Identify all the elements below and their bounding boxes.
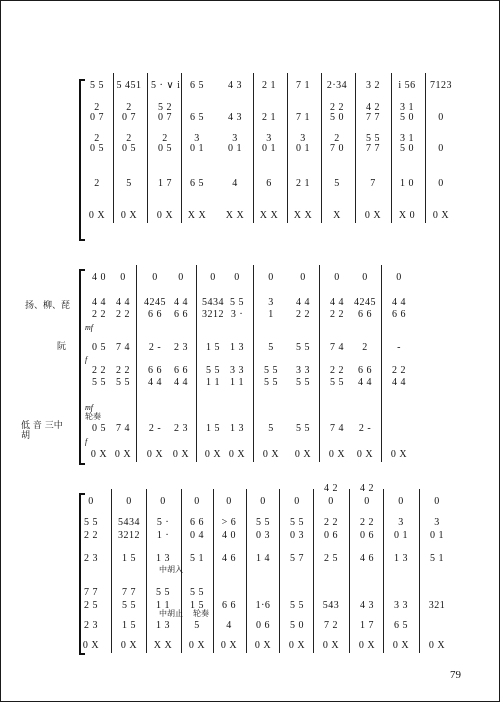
notation-cell: 0 X — [188, 640, 206, 651]
notation-cell: 0 X — [358, 640, 376, 651]
notation-cell: 0 — [152, 272, 158, 283]
notation-cell: 2 2 — [84, 530, 98, 541]
notation-cell: 0 X — [328, 449, 346, 460]
notation-upper-cell: 3 — [268, 297, 274, 308]
notation-cell: 2 - — [148, 423, 162, 434]
notation-cell: X X — [187, 210, 207, 221]
notation-upper-cell: 7 7 — [84, 587, 98, 598]
notation-cell: 6 5 — [190, 80, 204, 91]
notation-cell: 6 6 — [392, 309, 406, 320]
notation-cell: 1 1 — [230, 377, 244, 388]
notation-upper-cell: 3 — [434, 517, 440, 528]
bar-line — [111, 489, 112, 653]
dynamic-f: f — [85, 437, 88, 446]
notation-cell: 6 5 — [394, 620, 408, 631]
notation-cell: 0 — [398, 496, 404, 507]
notation-cell: 0 5 — [122, 143, 136, 154]
notation-upper-cell: 3 3 — [296, 365, 310, 376]
notation-cell: X X — [153, 640, 173, 651]
notation-upper-cell: 5 5 — [84, 517, 98, 528]
notation-cell: 5 — [194, 620, 200, 631]
notation-cell: 4 4 — [392, 377, 406, 388]
notation-cell: 6 6 — [222, 600, 236, 611]
notation-cell: 0 1 — [394, 530, 408, 541]
notation-cell: 0 — [334, 272, 340, 283]
notation-upper-cell: 4 4 — [174, 297, 188, 308]
notation-cell: 5 — [334, 178, 340, 189]
notation-cell: 5 — [126, 178, 132, 189]
notation-upper-cell: 2 — [126, 102, 132, 113]
notation-cell: 7 4 — [330, 342, 344, 353]
notation-cell: 1 3 — [230, 342, 244, 353]
notation-cell: 0 3 — [256, 530, 270, 541]
score-system-3 — [1, 1, 500, 661]
performance-note-zhonghu-in: 中胡入 — [159, 565, 183, 574]
notation-upper-cell: 5 5 — [264, 365, 278, 376]
notation-cell: 0 X — [82, 640, 100, 651]
notation-cell: 2 2 — [330, 309, 344, 320]
notation-upper-cell: 4 4 — [392, 297, 406, 308]
bar-line — [349, 489, 350, 653]
notation-cell: 0 — [434, 496, 440, 507]
notation-cell: 2 3 — [174, 423, 188, 434]
notation-cell: 5 5 — [296, 342, 310, 353]
notation-cell: 0 X — [146, 449, 164, 460]
notation-cell: 543 — [322, 600, 340, 611]
notation-upper-cell: 5 · — [156, 517, 170, 528]
notation-cell: 0 X — [364, 210, 382, 221]
notation-cell: 0 X — [294, 449, 312, 460]
notation-cell: 5 7 — [290, 553, 304, 564]
notation-cell: 2·34 — [326, 80, 348, 91]
performance-note-zhonghu-out: 中胡止 — [159, 609, 183, 618]
notation-cell: 0 — [226, 496, 232, 507]
notation-upper-cell: 7 7 — [122, 587, 136, 598]
notation-cell: 0 X — [220, 640, 238, 651]
notation-cell: 0 X — [392, 640, 410, 651]
notation-cell: 0 — [328, 496, 334, 507]
notation-cell: 0 7 — [90, 112, 104, 123]
notation-upper-cell: 2 — [94, 133, 100, 144]
notation-cell: 3 · — [230, 309, 244, 320]
notation-cell: 1 — [268, 309, 274, 320]
notation-upper-cell: 3 — [232, 133, 238, 144]
notation-upper-cell: 2 2 — [330, 365, 344, 376]
notation-cell: 0 6 — [360, 530, 374, 541]
notation-cell: 6 6 — [148, 309, 162, 320]
bar-line — [313, 489, 314, 653]
notation-cell: 2 3 — [84, 620, 98, 631]
notation-upper-cell: 3 — [398, 517, 404, 528]
notation-cell: 5 · ∨ i — [151, 80, 181, 91]
notation-cell: 321 — [428, 600, 446, 611]
notation-upper-cell: 6 6 — [148, 365, 162, 376]
notation-cell: 0 X — [254, 640, 272, 651]
notation-upper-cell: 3 — [266, 133, 272, 144]
notation-cell: X X — [225, 210, 245, 221]
dynamic-mf: mf — [85, 323, 93, 332]
performance-note-tremolo: 轮奏 — [193, 609, 209, 618]
performance-note-tremolo: 轮奏 — [85, 412, 101, 421]
notation-cell: 6 6 — [174, 309, 188, 320]
notation-cell: 5 — [268, 342, 274, 353]
notation-cell: 5 5 — [296, 423, 310, 434]
notation-upper-cell: > 6 — [221, 517, 237, 528]
notation-cell: 3 2 — [366, 80, 380, 91]
notation-upper-cell: 2 2 — [330, 102, 344, 113]
notation-upper-cell: 2 2 — [92, 365, 106, 376]
notation-cell: 0 — [300, 272, 306, 283]
notation-cell: 0 — [260, 496, 266, 507]
notation-cell: 0 X — [88, 210, 106, 221]
notation-upper-cell: 6 6 — [174, 365, 188, 376]
notation-cell: 7 7 — [366, 112, 380, 123]
notation-cell: 0 X — [120, 640, 138, 651]
notation-cell: 5 451 — [116, 80, 142, 91]
notation-upper-cell: 4245 — [144, 297, 166, 308]
notation-upper-cell: 3 3 — [230, 365, 244, 376]
notation-upper-cell: 3 1 — [400, 133, 414, 144]
notation-upper-cell: 5 5 — [290, 517, 304, 528]
notation-cell: 5 5 — [122, 600, 136, 611]
notation-upper-cell: 2 — [94, 102, 100, 113]
notation-cell: 5 0 — [400, 112, 414, 123]
dynamic-mf: mf — [85, 403, 93, 412]
notation-cell: 0 X — [428, 640, 446, 651]
notation-cell: 1 0 — [400, 178, 414, 189]
notation-cell: 0 X — [120, 210, 138, 221]
notation-upper-cell: 5 5 — [156, 587, 170, 598]
notation-cell: 0 1 — [430, 530, 444, 541]
notation-cell: 7 4 — [116, 342, 130, 353]
notation-upper-cell: 4 4 — [92, 297, 106, 308]
notation-cell: X X — [259, 210, 279, 221]
notation-cell: 0 X — [356, 449, 374, 460]
notation-cell: 4 3 — [228, 112, 242, 123]
notation-cell: 0 — [438, 178, 444, 189]
notation-cell: 1 5 — [206, 342, 220, 353]
notation-cell: 4 0 — [222, 530, 236, 541]
notation-cell: 0 — [364, 496, 370, 507]
notation-cell: 1 3 — [230, 423, 244, 434]
notation-upper-cell: 3 — [194, 133, 200, 144]
notation-upper-cell: 2 2 — [324, 517, 338, 528]
notation-cell: 0 X — [90, 449, 108, 460]
notation-cell: 1 7 — [360, 620, 374, 631]
notation-cell: 5 5 — [264, 377, 278, 388]
notation-cell: 7 — [370, 178, 376, 189]
notation-cell: X X — [293, 210, 313, 221]
notation-upper-cell: 5434 — [118, 517, 140, 528]
notation-cell: 1·6 — [255, 600, 271, 611]
notation-cell: 2 2 — [92, 309, 106, 320]
notation-cell: 4 0 — [92, 272, 106, 283]
notation-cell: 2 - — [148, 342, 162, 353]
notation-cell: 0 X — [156, 210, 174, 221]
notation-cell: 7 7 — [366, 143, 380, 154]
notation-cell: 0 — [234, 272, 240, 283]
notation-cell: 0 X — [432, 210, 450, 221]
page-number: 79 — [450, 669, 461, 681]
notation-cell: 0 1 — [262, 143, 276, 154]
notation-cell: 1 7 — [158, 178, 172, 189]
notation-cell: 0 6 — [256, 620, 270, 631]
notation-cell: 4 6 — [360, 553, 374, 564]
notation-cell: 1 3 — [156, 553, 170, 564]
notation-cell: 2 1 — [262, 80, 276, 91]
notation-cell: 5 0 — [330, 112, 344, 123]
notation-cell: 6 — [266, 178, 272, 189]
dynamic-f: f — [85, 355, 88, 364]
notation-cell: 2 — [362, 342, 368, 353]
notation-cell: 1 4 — [256, 553, 270, 564]
bar-line — [146, 489, 147, 653]
notation-cell: 4 — [232, 178, 238, 189]
notation-cell: 1 5 — [122, 553, 136, 564]
notation-upper-cell: 4 4 — [330, 297, 344, 308]
notation-cell: 0 — [438, 143, 444, 154]
notation-cell: 0 — [120, 272, 126, 283]
notation-cell: 0 — [160, 496, 166, 507]
notation-upper-cell: 4 4 — [116, 297, 130, 308]
notation-cell: 1 · — [156, 530, 170, 541]
notation-upper-cell: 2 — [334, 133, 340, 144]
notation-cell: 6 5 — [190, 112, 204, 123]
notation-upper-cell: 3 1 — [400, 102, 414, 113]
notation-cell: 0 — [438, 112, 444, 123]
notation-cell: 0 X — [288, 640, 306, 651]
notation-cell: 0 — [396, 272, 402, 283]
bar-line — [246, 489, 247, 653]
notation-upper-cell: 2 2 — [116, 365, 130, 376]
notation-cell: 0 X — [262, 449, 280, 460]
notation-cell: 0 4 — [190, 530, 204, 541]
notation-cell: 3212 — [202, 309, 224, 320]
notation-upper-cell: 5 5 — [230, 297, 244, 308]
notation-cell: X 0 — [398, 210, 416, 221]
notation-cell: 5 1 — [190, 553, 204, 564]
notation-cell: - — [397, 342, 401, 353]
notation-cell: 0 X — [390, 449, 408, 460]
notation-cell: 5 5 — [90, 80, 104, 91]
notation-cell: 1 1 — [206, 377, 220, 388]
bar-line — [213, 489, 214, 653]
notation-cell: 1 5 — [122, 620, 136, 631]
notation-cell: 4 4 — [148, 377, 162, 388]
notation-cell: 4 4 — [358, 377, 372, 388]
notation-cell: 2 2 — [116, 309, 130, 320]
notation-cell: 0 — [88, 496, 94, 507]
notation-cell: 0 7 — [158, 112, 172, 123]
notation-cell: 5 1 — [430, 553, 444, 564]
instrument-label-ruan: 阮 — [57, 342, 67, 352]
notation-cell: 0 — [210, 272, 216, 283]
notation-cell: 7 1 — [296, 112, 310, 123]
bar-line — [419, 489, 420, 653]
notation-cell: 0 — [268, 272, 274, 283]
notation-cell: 0 X — [172, 449, 190, 460]
notation-cell: 4 3 — [228, 80, 242, 91]
notation-cell: 0 X — [114, 449, 132, 460]
notation-cell: 2 5 — [324, 553, 338, 564]
notation-cell: 5 — [268, 423, 274, 434]
notation-cell: 3 3 — [394, 600, 408, 611]
notation-cell: 2 2 — [296, 309, 310, 320]
notation-cell: 6 5 — [190, 178, 204, 189]
notation-cell: X — [333, 210, 341, 221]
notation-cell: 5 0 — [290, 620, 304, 631]
notation-cell: 0 6 — [324, 530, 338, 541]
notation-upper-cell: 4 2 — [324, 483, 338, 494]
notation-cell: 0 7 — [122, 112, 136, 123]
notation-cell: 7123 — [430, 80, 452, 91]
notation-cell: 0 1 — [296, 143, 310, 154]
notation-cell: 0 X — [322, 640, 340, 651]
notation-upper-cell: 4 2 — [360, 483, 374, 494]
notation-upper-cell: 2 — [126, 133, 132, 144]
notation-cell: 0 1 — [190, 143, 204, 154]
notation-cell: 0 — [126, 496, 132, 507]
notation-cell: 0 5 — [158, 143, 172, 154]
notation-cell: 3212 — [118, 530, 140, 541]
notation-cell: 1 3 — [394, 553, 408, 564]
notation-cell: 1 1 — [156, 600, 170, 611]
notation-cell: 0 5 — [92, 342, 106, 353]
notation-upper-cell: 6 6 — [358, 365, 372, 376]
notation-cell: 0 5 — [90, 143, 104, 154]
notation-upper-cell: 5 5 — [190, 587, 204, 598]
notation-cell: 2 - — [358, 423, 372, 434]
instrument-label-bass-zhonghu: 低 音 三中胡 — [21, 421, 63, 441]
notation-upper-cell: 4245 — [354, 297, 376, 308]
notation-cell: 5 5 — [290, 600, 304, 611]
notation-cell: 2 — [94, 178, 100, 189]
notation-cell: 1 3 — [156, 620, 170, 631]
notation-upper-cell: 2 — [162, 133, 168, 144]
notation-upper-cell: 5 2 — [158, 102, 172, 113]
notation-cell: 7 4 — [116, 423, 130, 434]
notation-cell: 0 — [178, 272, 184, 283]
notation-cell: i 56 — [398, 80, 416, 91]
notation-cell: 0 1 — [228, 143, 242, 154]
notation-cell: 2 3 — [84, 553, 98, 564]
notation-cell: 7 2 — [324, 620, 338, 631]
notation-upper-cell: 5 5 — [256, 517, 270, 528]
notation-upper-cell: 2 2 — [392, 365, 406, 376]
notation-cell: 1 5 — [190, 600, 204, 611]
notation-cell: 0 X — [228, 449, 246, 460]
notation-cell: 0 — [294, 496, 300, 507]
notation-cell: 7 1 — [296, 80, 310, 91]
notation-cell: 2 1 — [296, 178, 310, 189]
notation-cell: 4 3 — [360, 600, 374, 611]
bar-line — [383, 489, 384, 653]
notation-cell: 5 5 — [330, 377, 344, 388]
bar-line — [279, 489, 280, 653]
notation-cell: 0 X — [204, 449, 222, 460]
notation-cell: 4 — [226, 620, 232, 631]
notation-upper-cell: 4 4 — [296, 297, 310, 308]
notation-cell: 6 6 — [358, 309, 372, 320]
notation-cell: 5 5 — [116, 377, 130, 388]
notation-cell: 2 5 — [84, 600, 98, 611]
notation-cell: 2 1 — [262, 112, 276, 123]
notation-cell: 4 6 — [222, 553, 236, 564]
notation-cell: 7 0 — [330, 143, 344, 154]
notation-upper-cell: 5 5 — [206, 365, 220, 376]
notation-upper-cell: 3 — [300, 133, 306, 144]
notation-cell: 0 — [362, 272, 368, 283]
notation-cell: 1 5 — [206, 423, 220, 434]
notation-upper-cell: 2 2 — [360, 517, 374, 528]
notation-cell: 0 5 — [92, 423, 106, 434]
notation-upper-cell: 5434 — [202, 297, 224, 308]
notation-cell: 4 4 — [174, 377, 188, 388]
notation-cell: 5 0 — [400, 143, 414, 154]
instrument-label-yang-liu-pi: 扬、柳、琵 — [25, 301, 71, 311]
notation-upper-cell: 6 6 — [190, 517, 204, 528]
notation-upper-cell: 5 5 — [366, 133, 380, 144]
notation-cell: 5 5 — [92, 377, 106, 388]
notation-cell: 2 3 — [174, 342, 188, 353]
notation-cell: 0 — [194, 496, 200, 507]
notation-cell: 7 4 — [330, 423, 344, 434]
notation-cell: 5 5 — [296, 377, 310, 388]
notation-upper-cell: 4 2 — [366, 102, 380, 113]
notation-cell: 0 3 — [290, 530, 304, 541]
